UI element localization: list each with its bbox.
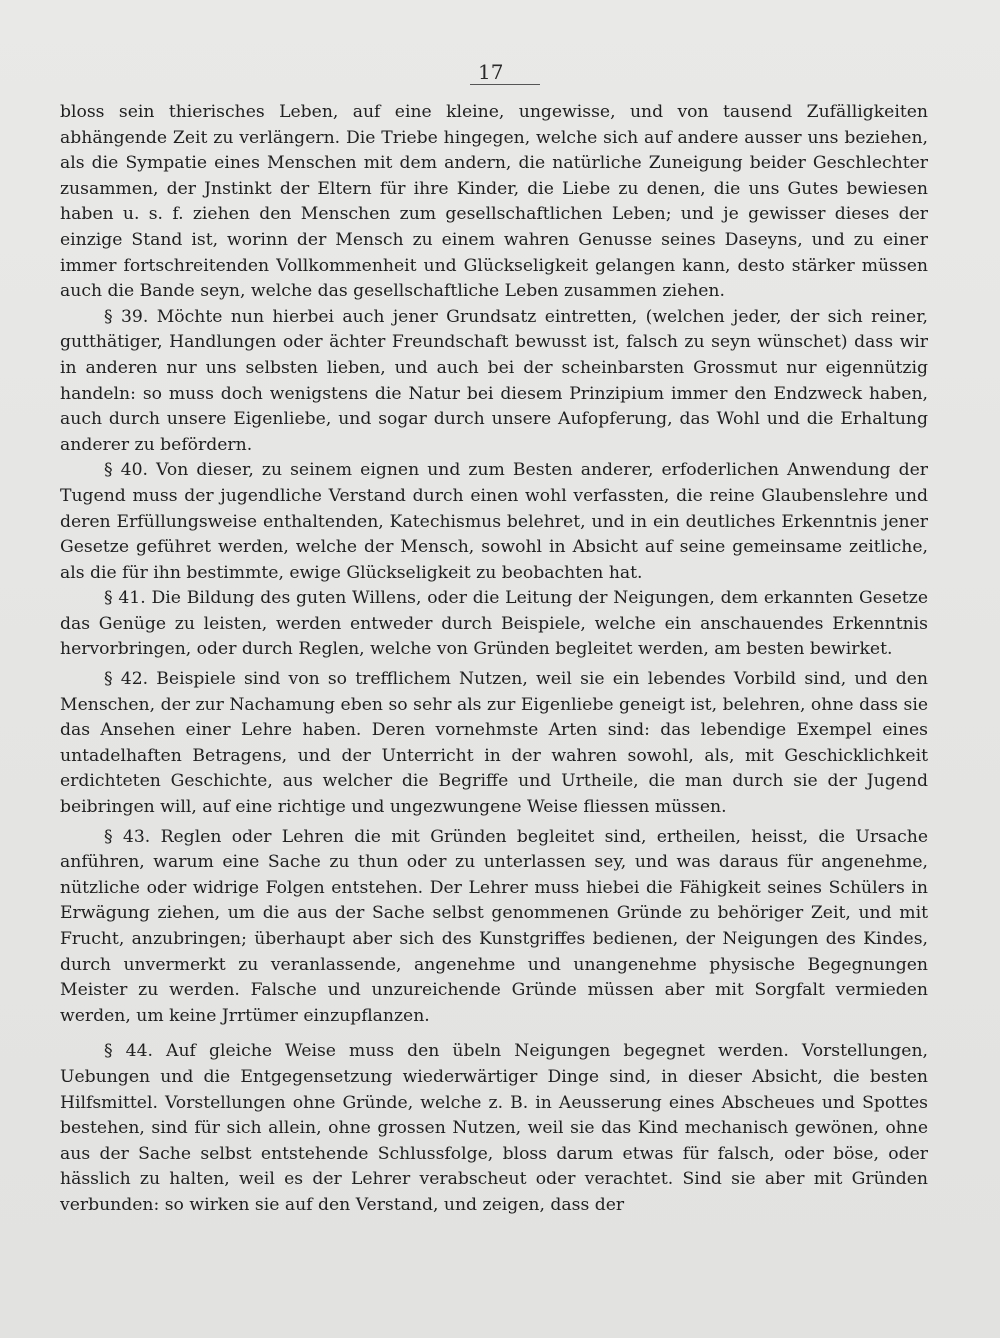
paragraph-section-40: § 40. Von dieser, zu seinem eignen und zum Besten anderer, erfoderlichen Anwendung der Tugend muss der jugendliche Verstand durch einen wohl verfassten, die reine Glaubenslehre und deren Erfüllungsweise enthaltenden, Katechismus belehret, und in ein deutliches Erkenntnis jener Gesetze geführet werden, welche der Mensch, sowohl in Absicht auf seine gemeinsame zeitliche, als die für ihn bestimmte, ewige Glückseligkeit zu beobachten hat. bbox=[60, 460, 928, 583]
body-text bbox=[60, 100, 928, 1219]
paragraph-section-44: § 44. Auf gleiche Weise muss den übeln Neigungen begegnet werden. Vorstellungen, Uebungen und die Entgegensetzung wiederwärtiger Dinge sind, in dieser Absicht, die besten Hilfsmittel. Vorstellungen ohne Gründe, welche z. B. in Aeusserung eines Abscheues und Spottes bestehen, sind für sich allein, ohne grossen Nutzen, weil sie das Kind mechanisch gewönen, ohne aus der Sache selbst entstehende Schlussfolge, bloss darum etwas für falsch, oder böse, oder hässlich zu halten, weil es der Lehrer verabscheut oder verachtet. Sind sie aber mit Gründen verbunden: so wirken sie auf den Verstand, und zeigen, dass der bbox=[60, 1041, 928, 1215]
paragraph-section-42: § 42. Beispiele sind von so trefflichem Nutzen, weil sie ein lebendes Vorbild sind, und den Menschen, der zur Nachamung eben so sehr als zur Eigenliebe geneigt ist, belehren, ohne dass sie das Ansehen einer Lehre haben. Deren vornehmste Arten sind: das lebendige Exempel eines untadelhaften Betragens, und der Unterricht in der wahren sowohl, als, mit Geschicklichkeit erdichteten Geschichte, aus welcher die Begriffe und Urtheile, die man durch sie der Jugend beibringen will, auf eine richtige und ungezwungene Weise fliessen müssen. bbox=[60, 669, 928, 818]
paragraph-continuation: bloss sein thierisches Leben, auf eine kleine, ungewisse, und von tausend Zufälligkeiten abhängende Zeit zu verlängern. Die Triebe hingegen, welche sich auf andere ausser uns beziehen, als die Sympatie eines Menschen mit dem andern, die natürliche Zuneigung beider Geschlechter zusammen, der Jnstinkt der Eltern für ihre Kinder, die Liebe zu denen, die uns Gutes bewiesen haben u. s. f. ziehen den Menschen zum gesellschaftlichen Leben; und je gewisser dieses der einzige Stand ist, worinn der Mensch zu einem wahren Genusse seines Daseyns, und zu einer immer fortschreitenden Vollkommenheit und Glückseligkeit gelangen kann, desto stärker müssen auch die Bande seyn, welche das gesellschaftliche Leben zusammen ziehen. bbox=[60, 102, 928, 302]
page-number-rule bbox=[470, 84, 540, 85]
paragraph-section-43: § 43. Reglen oder Lehren die mit Gründen begleitet sind, ertheilen, heisst, die Ursache anführen, warum eine Sache zu thun oder zu unterlassen sey, und was daraus für angenehme, nützliche oder widrige Folgen entstehen. Der Lehrer muss hiebei die Fähigkeit seines Schülers in Erwägung ziehen, um die aus der Sache selbst genommenen Gründe zu behöriger Zeit, und mit Frucht, anzubringen; überhaupt aber sich des Kunstgriffes bedienen, der Neigungen des Kindes, durch unvermerkt zu veranlassende, angenehme und unangenehme physische Begegnungen Meister zu werden. Falsche und unzureichende Gründe müssen aber mit Sorgfalt vermieden werden, um keine Jrrtümer einzupflanzen. bbox=[60, 826, 928, 1026]
paragraph-section-39: § 39. Möchte nun hierbei auch jener Grundsatz eintretten, (welchen jeder, der sich reiner, gutthätiger, Handlungen oder ächter Freundschaft bewusst ist, falsch zu seyn wünschet) dass wir in anderen nur uns selbsten lieben, und auch bei der scheinbarsten Grossmut nur eigennützig handeln: so muss doch wenigstens die Natur bei diesem Prinzipium immer den Endzweck haben, auch durch unsere Eigenliebe, und sogar durch unsere Aufopferung, das Wohl und die Erhaltung anderer zu befördern. bbox=[60, 306, 928, 455]
page-number: 17 bbox=[478, 60, 504, 84]
paragraph-section-41: § 41. Die Bildung des guten Willens, oder die Leitung der Neigungen, dem erkannten Gesetze das Genüge zu leisten, werden entweder durch Beispiele, welche ein anschauendes Erkenntnis hervorbringen, oder durch Reglen, welche von Gründen begleitet werden, am besten bewirket. bbox=[60, 588, 928, 660]
